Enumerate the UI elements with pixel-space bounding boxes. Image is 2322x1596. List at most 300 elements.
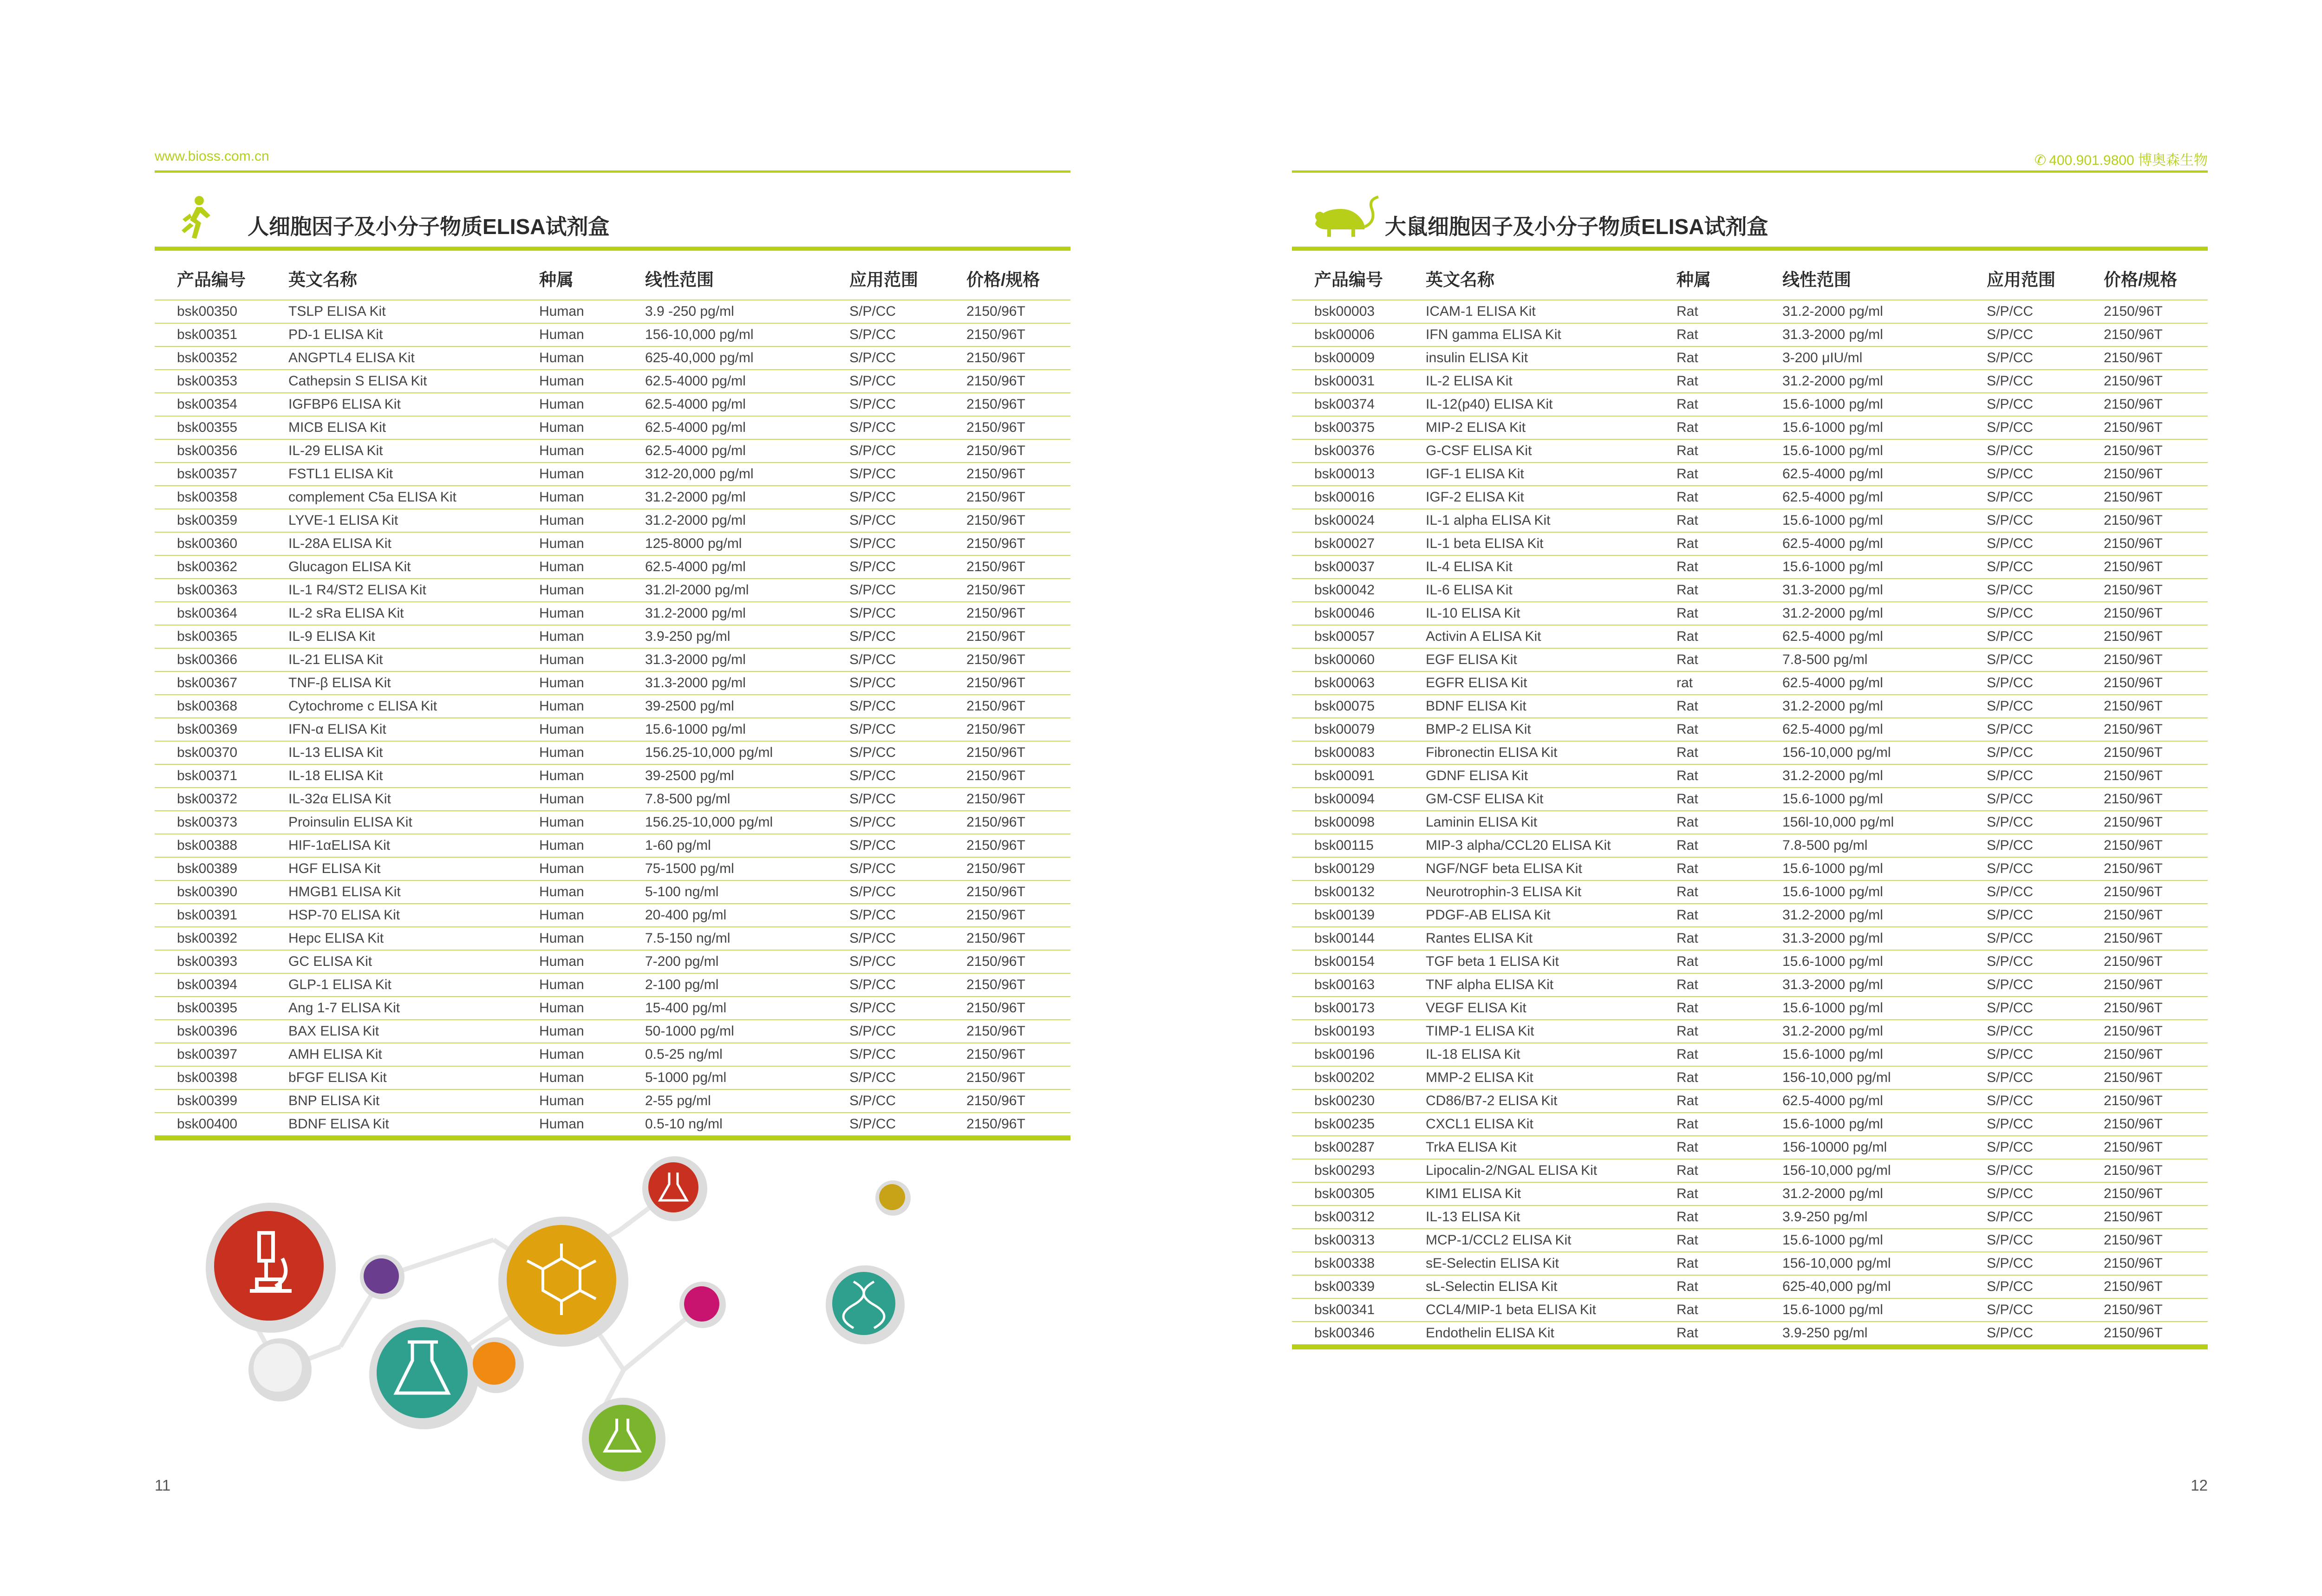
cell-catalog-no: bsk00083 [1292,741,1426,764]
table-row [155,555,1070,579]
cell-species: Human [539,834,645,857]
cell-english-name: IL-29 ELISA Kit [288,439,539,463]
cell-catalog-no: bsk00063 [1292,671,1426,695]
cell-price-spec: 2150/96T [2104,532,2208,555]
cell-application: S/P/CC [849,439,966,463]
cell-species: Rat [1676,346,1782,370]
cell-linear-range: 31.2-2000 pg/ml [645,509,849,532]
cell-species: Rat [1676,1182,1782,1205]
table-row [155,834,1070,857]
cell-linear-range: 156-10,000 pg/ml [1782,1159,1987,1182]
cell-application: S/P/CC [1987,880,2104,904]
table-row [1292,997,2208,1020]
cell-application: S/P/CC [1987,1089,2104,1113]
cell-catalog-no: bsk00046 [1292,602,1426,625]
cell-catalog-no: bsk00027 [1292,532,1426,555]
cell-species: Rat [1676,1136,1782,1159]
cell-species: Human [539,695,645,718]
cell-application: S/P/CC [849,555,966,579]
cell-species: Human [539,393,645,416]
cell-species: Human [539,880,645,904]
title-rule [1292,247,2208,251]
cell-application: S/P/CC [849,300,966,323]
table-row [155,857,1070,880]
cell-english-name: Proinsulin ELISA Kit [288,811,539,834]
cell-price-spec: 2150/96T [966,927,1070,950]
cell-english-name: TrkA ELISA Kit [1426,1136,1676,1159]
cell-catalog-no: bsk00393 [155,950,288,973]
cell-species: Human [539,1113,645,1138]
cell-price-spec: 2150/96T [966,904,1070,927]
table-row [155,439,1070,463]
site-url[interactable]: www.bioss.com.cn [155,149,269,164]
cell-application: S/P/CC [1987,393,2104,416]
cell-species: Rat [1676,300,1782,323]
cell-species: Rat [1676,579,1782,602]
cell-linear-range: 31.2-2000 pg/ml [1782,695,1987,718]
cell-catalog-no: bsk00365 [155,625,288,648]
cell-species: Rat [1676,1252,1782,1275]
cell-english-name: HSP-70 ELISA Kit [288,904,539,927]
cell-linear-range: 0.5-10 ng/ml [645,1113,849,1138]
cell-linear-range: 31.2-2000 pg/ml [1782,1182,1987,1205]
cell-catalog-no: bsk00388 [155,834,288,857]
cell-catalog-no: bsk00376 [1292,439,1426,463]
cell-species: Rat [1676,741,1782,764]
cell-linear-range: 15.6-1000 pg/ml [1782,416,1987,439]
table-row [1292,602,2208,625]
cell-english-name: IGF-1 ELISA Kit [1426,463,1676,486]
cell-price-spec: 2150/96T [2104,950,2208,973]
cell-application: S/P/CC [1987,973,2104,997]
cell-price-spec: 2150/96T [2104,1252,2208,1275]
cell-english-name: IL-2 ELISA Kit [1426,370,1676,393]
cell-english-name: Ang 1-7 ELISA Kit [288,997,539,1020]
cell-catalog-no: bsk00009 [1292,346,1426,370]
cell-price-spec: 2150/96T [966,300,1070,323]
cell-english-name: EGFR ELISA Kit [1426,671,1676,695]
cell-price-spec: 2150/96T [2104,439,2208,463]
cell-linear-range: 0.5-25 ng/ml [645,1043,849,1066]
cell-price-spec: 2150/96T [966,718,1070,741]
cell-english-name: Lipocalin-2/NGAL ELISA Kit [1426,1159,1676,1182]
cell-price-spec: 2150/96T [2104,741,2208,764]
col-header-application: 应用范围 [849,270,918,289]
cell-catalog-no: bsk00397 [155,1043,288,1066]
cell-application: S/P/CC [849,834,966,857]
cell-english-name: BDNF ELISA Kit [288,1113,539,1138]
cell-catalog-no: bsk00006 [1292,323,1426,346]
runner-icon [173,195,215,241]
cell-price-spec: 2150/96T [2104,486,2208,509]
table-row [1292,788,2208,811]
cell-english-name: GC ELISA Kit [288,950,539,973]
cell-application: S/P/CC [1987,579,2104,602]
cell-catalog-no: bsk00031 [1292,370,1426,393]
table-row [1292,1043,2208,1066]
cell-linear-range: 31.2-2000 pg/ml [645,602,849,625]
cell-price-spec: 2150/96T [2104,1020,2208,1043]
cell-species: Rat [1676,1205,1782,1229]
table-row [1292,880,2208,904]
cell-english-name: Cathepsin S ELISA Kit [288,370,539,393]
cell-price-spec: 2150/96T [2104,625,2208,648]
cell-application: S/P/CC [1987,857,2104,880]
table-row [155,323,1070,346]
table-row [1292,486,2208,509]
cell-linear-range: 62.5-4000 pg/ml [1782,1089,1987,1113]
cell-price-spec: 2150/96T [966,648,1070,671]
cell-application: S/P/CC [1987,1159,2104,1182]
cell-application: S/P/CC [849,764,966,788]
cell-price-spec: 2150/96T [2104,927,2208,950]
cell-application: S/P/CC [1987,509,2104,532]
cell-catalog-no: bsk00042 [1292,579,1426,602]
cell-catalog-no: bsk00132 [1292,880,1426,904]
cell-linear-range: 15.6-1000 pg/ml [1782,1298,1987,1322]
cell-price-spec: 2150/96T [966,463,1070,486]
cell-linear-range: 15.6-1000 pg/ml [1782,393,1987,416]
cell-species: Rat [1676,950,1782,973]
cell-catalog-no: bsk00075 [1292,695,1426,718]
cell-catalog-no: bsk00371 [155,764,288,788]
cell-application: S/P/CC [849,532,966,555]
cell-catalog-no: bsk00375 [1292,416,1426,439]
cell-price-spec: 2150/96T [2104,509,2208,532]
cell-price-spec: 2150/96T [966,346,1070,370]
cell-english-name: IL-10 ELISA Kit [1426,602,1676,625]
cell-application: S/P/CC [1987,997,2104,1020]
cell-english-name: HMGB1 ELISA Kit [288,880,539,904]
cell-price-spec: 2150/96T [2104,1298,2208,1322]
cell-species: Human [539,346,645,370]
cell-species: Human [539,1043,645,1066]
cell-english-name: sE-Selectin ELISA Kit [1426,1252,1676,1275]
cell-species: Human [539,741,645,764]
cell-catalog-no: bsk00341 [1292,1298,1426,1322]
cell-catalog-no: bsk00139 [1292,904,1426,927]
table-row [155,695,1070,718]
magenta-dot [684,1286,719,1322]
test-tube-bubble [648,1162,698,1212]
cell-price-spec: 2150/96T [966,741,1070,764]
cell-price-spec: 2150/96T [2104,1275,2208,1298]
cell-catalog-no: bsk00355 [155,416,288,439]
lab-molecule-illustration [155,1142,1037,1505]
cell-application: S/P/CC [849,1113,966,1138]
cell-application: S/P/CC [1987,1113,2104,1136]
table-row [1292,764,2208,788]
cell-linear-range: 7.8-500 pg/ml [1782,648,1987,671]
cell-application: S/P/CC [1987,323,2104,346]
cell-species: Rat [1676,439,1782,463]
cell-price-spec: 2150/96T [2104,671,2208,695]
cell-linear-range: 62.5-4000 pg/ml [645,370,849,393]
cell-price-spec: 2150/96T [2104,1136,2208,1159]
molecule-bubble [507,1225,616,1335]
cell-catalog-no: bsk00360 [155,532,288,555]
cell-species: Rat [1676,463,1782,486]
table-row [155,927,1070,950]
cell-catalog-no: bsk00338 [1292,1252,1426,1275]
cell-english-name: IL-4 ELISA Kit [1426,555,1676,579]
cell-linear-range: 31.3-2000 pg/ml [1782,927,1987,950]
cell-species: Rat [1676,880,1782,904]
cell-english-name: GLP-1 ELISA Kit [288,973,539,997]
table-row [155,764,1070,788]
col-header-english-name: 英文名称 [1426,270,1494,289]
cell-english-name: HGF ELISA Kit [288,857,539,880]
cell-price-spec: 2150/96T [2104,1066,2208,1089]
cell-application: S/P/CC [849,323,966,346]
cell-english-name: ICAM-1 ELISA Kit [1426,300,1676,323]
table-row [1292,463,2208,486]
cell-catalog-no: bsk00359 [155,509,288,532]
left-page-title: 人细胞因子及小分子物质ELISA试剂盒 [248,215,610,239]
cell-linear-range: 625-40,000 pg/ml [1782,1275,1987,1298]
cell-linear-range: 39-2500 pg/ml [645,764,849,788]
table-row [155,579,1070,602]
cell-price-spec: 2150/96T [966,579,1070,602]
cell-price-spec: 2150/96T [966,370,1070,393]
cell-species: Rat [1676,1089,1782,1113]
cell-catalog-no: bsk00235 [1292,1113,1426,1136]
cell-linear-range: 62.5-4000 pg/ml [1782,625,1987,648]
beaker-bubble [589,1405,656,1472]
cell-price-spec: 2150/96T [2104,718,2208,741]
cell-linear-range: 7.8-500 pg/ml [1782,834,1987,857]
cell-application: S/P/CC [1987,1182,2104,1205]
cell-species: Human [539,463,645,486]
cell-catalog-no: bsk00366 [155,648,288,671]
cell-price-spec: 2150/96T [2104,857,2208,880]
cell-application: S/P/CC [1987,695,2104,718]
cell-species: Human [539,555,645,579]
cell-application: S/P/CC [1987,927,2104,950]
cell-english-name: LYVE-1 ELISA Kit [288,509,539,532]
cell-english-name: Laminin ELISA Kit [1426,811,1676,834]
cell-english-name: MMP-2 ELISA Kit [1426,1066,1676,1089]
cell-linear-range: 15-400 pg/ml [645,997,849,1020]
cell-price-spec: 2150/96T [966,950,1070,973]
cell-application: S/P/CC [1987,439,2104,463]
cell-english-name: MIP-3 alpha/CCL20 ELISA Kit [1426,834,1676,857]
cell-catalog-no: bsk00163 [1292,973,1426,997]
cell-price-spec: 2150/96T [2104,1229,2208,1252]
cell-species: Human [539,764,645,788]
cell-application: S/P/CC [1987,904,2104,927]
table-row [1292,904,2208,927]
table-row [1292,1020,2208,1043]
cell-linear-range: 62.5-4000 pg/ml [1782,718,1987,741]
cell-english-name: EGF ELISA Kit [1426,648,1676,671]
col-header-species: 种属 [539,270,574,289]
cell-linear-range: 2-100 pg/ml [645,973,849,997]
cell-english-name: Glucagon ELISA Kit [288,555,539,579]
cell-catalog-no: bsk00353 [155,370,288,393]
cell-application: S/P/CC [849,788,966,811]
col-header-catalog-no: 产品编号 [1314,270,1383,289]
table-row [155,741,1070,764]
table-row [1292,1229,2208,1252]
cell-catalog-no: bsk00173 [1292,997,1426,1020]
table-row [1292,950,2208,973]
cell-catalog-no: bsk00060 [1292,648,1426,671]
cell-species: Human [539,718,645,741]
cell-price-spec: 2150/96T [2104,834,2208,857]
table-row [1292,370,2208,393]
cell-species: Rat [1676,834,1782,857]
left-section-heading [155,195,1070,251]
cell-price-spec: 2150/96T [966,997,1070,1020]
cell-application: S/P/CC [1987,950,2104,973]
cell-english-name: Rantes ELISA Kit [1426,927,1676,950]
cell-application: S/P/CC [1987,741,2104,764]
cell-linear-range: 156l-10,000 pg/ml [1782,811,1987,834]
table-row [155,648,1070,671]
cell-application: S/P/CC [849,602,966,625]
cell-application: S/P/CC [849,509,966,532]
cell-linear-range: 2-55 pg/ml [645,1089,849,1113]
cell-price-spec: 2150/96T [966,1113,1070,1138]
cell-application: S/P/CC [849,1020,966,1043]
table-row [1292,671,2208,695]
cell-catalog-no: bsk00154 [1292,950,1426,973]
cell-linear-range: 62.5-4000 pg/ml [1782,532,1987,555]
cell-catalog-no: bsk00346 [1292,1322,1426,1347]
cell-english-name: IL-32α ELISA Kit [288,788,539,811]
table-row [155,811,1070,834]
table-row [155,602,1070,625]
cell-english-name: CD86/B7-2 ELISA Kit [1426,1089,1676,1113]
cell-linear-range: 156-10,000 pg/ml [1782,1252,1987,1275]
cell-catalog-no: bsk00079 [1292,718,1426,741]
cell-price-spec: 2150/96T [966,532,1070,555]
col-header-catalog-no: 产品编号 [177,270,246,289]
cell-catalog-no: bsk00037 [1292,555,1426,579]
cell-catalog-no: bsk00129 [1292,857,1426,880]
cell-linear-range: 31.3-2000 pg/ml [1782,323,1987,346]
cell-price-spec: 2150/96T [966,671,1070,695]
cell-catalog-no: bsk00368 [155,695,288,718]
cell-catalog-no: bsk00202 [1292,1066,1426,1089]
hotline[interactable] [2035,149,2208,169]
cell-species: Human [539,1089,645,1113]
cell-price-spec: 2150/96T [2104,1322,2208,1347]
cell-application: S/P/CC [849,416,966,439]
cell-application: S/P/CC [1987,463,2104,486]
cell-species: Rat [1676,811,1782,834]
cell-linear-range: 15.6-1000 pg/ml [1782,857,1987,880]
table-row [155,625,1070,648]
cell-catalog-no: bsk00350 [155,300,288,323]
cell-catalog-no: bsk00091 [1292,764,1426,788]
cell-species: Rat [1676,486,1782,509]
cell-linear-range: 62.5-4000 pg/ml [645,416,849,439]
cell-linear-range: 15.6-1000 pg/ml [1782,950,1987,973]
cell-price-spec: 2150/96T [2104,463,2208,486]
table-row [1292,1205,2208,1229]
cell-english-name: ANGPTL4 ELISA Kit [288,346,539,370]
cell-catalog-no: bsk00003 [1292,300,1426,323]
cell-catalog-no: bsk00395 [155,997,288,1020]
cell-species: Human [539,788,645,811]
cell-price-spec: 2150/96T [966,1089,1070,1113]
cell-catalog-no: bsk00354 [155,393,288,416]
page-number: 11 [155,1477,171,1494]
col-header-application: 应用范围 [1987,270,2055,289]
cell-species: Human [539,1020,645,1043]
cell-english-name: sL-Selectin ELISA Kit [1426,1275,1676,1298]
cell-linear-range: 5-1000 pg/ml [645,1066,849,1089]
cell-english-name: BAX ELISA Kit [288,1020,539,1043]
cell-catalog-no: bsk00396 [155,1020,288,1043]
cell-linear-range: 3-200 μIU/ml [1782,346,1987,370]
cell-application: S/P/CC [849,486,966,509]
cell-catalog-no: bsk00364 [155,602,288,625]
table-row [1292,1275,2208,1298]
cell-linear-range: 3.9-250 pg/ml [1782,1205,1987,1229]
cell-application: S/P/CC [1987,416,2104,439]
cell-price-spec: 2150/96T [966,602,1070,625]
cell-english-name: IL-21 ELISA Kit [288,648,539,671]
cell-english-name: PDGF-AB ELISA Kit [1426,904,1676,927]
cell-application: S/P/CC [849,671,966,695]
table-row [1292,1322,2208,1347]
cell-price-spec: 2150/96T [966,625,1070,648]
cell-species: Rat [1676,1298,1782,1322]
cell-application: S/P/CC [1987,648,2104,671]
cell-linear-range: 31.2-2000 pg/ml [1782,370,1987,393]
cell-linear-range: 156-10,000 pg/ml [645,323,849,346]
cell-english-name: FSTL1 ELISA Kit [288,463,539,486]
cell-price-spec: 2150/96T [2104,1089,2208,1113]
cell-catalog-no: bsk00363 [155,579,288,602]
orange-dot [473,1342,515,1385]
cell-species: Rat [1676,1159,1782,1182]
cell-application: S/P/CC [849,997,966,1020]
right-page [1292,0,2208,1596]
cell-catalog-no: bsk00357 [155,463,288,486]
cell-application: S/P/CC [1987,1043,2104,1066]
table-row [155,346,1070,370]
cell-linear-range: 50-1000 pg/ml [645,1020,849,1043]
cell-application: S/P/CC [1987,346,2104,370]
table-row [155,509,1070,532]
cell-linear-range: 7.8-500 pg/ml [645,788,849,811]
cell-price-spec: 2150/96T [2104,788,2208,811]
table-row [1292,1113,2208,1136]
cell-english-name: IGFBP6 ELISA Kit [288,393,539,416]
cell-price-spec: 2150/96T [966,439,1070,463]
cell-species: Rat [1676,1275,1782,1298]
right-page-title: 大鼠细胞因子及小分子物质ELISA试剂盒 [1385,215,1768,239]
cell-catalog-no: bsk00400 [155,1113,288,1138]
table-row [155,463,1070,486]
col-header-price-spec: 价格/规格 [966,270,1040,289]
table-row [1292,1252,2208,1275]
table-row [155,1043,1070,1066]
hotline-text: 400.901.9800 博奥森生物 [2049,153,2208,168]
cell-species: Rat [1676,973,1782,997]
cell-linear-range: 62.5-4000 pg/ml [1782,463,1987,486]
table-row [155,904,1070,927]
table-row [155,671,1070,695]
cell-linear-range: 625-40,000 pg/ml [645,346,849,370]
cell-application: S/P/CC [1987,671,2104,695]
cell-application: S/P/CC [849,1043,966,1066]
cell-linear-range: 156-10000 pg/ml [1782,1136,1987,1159]
